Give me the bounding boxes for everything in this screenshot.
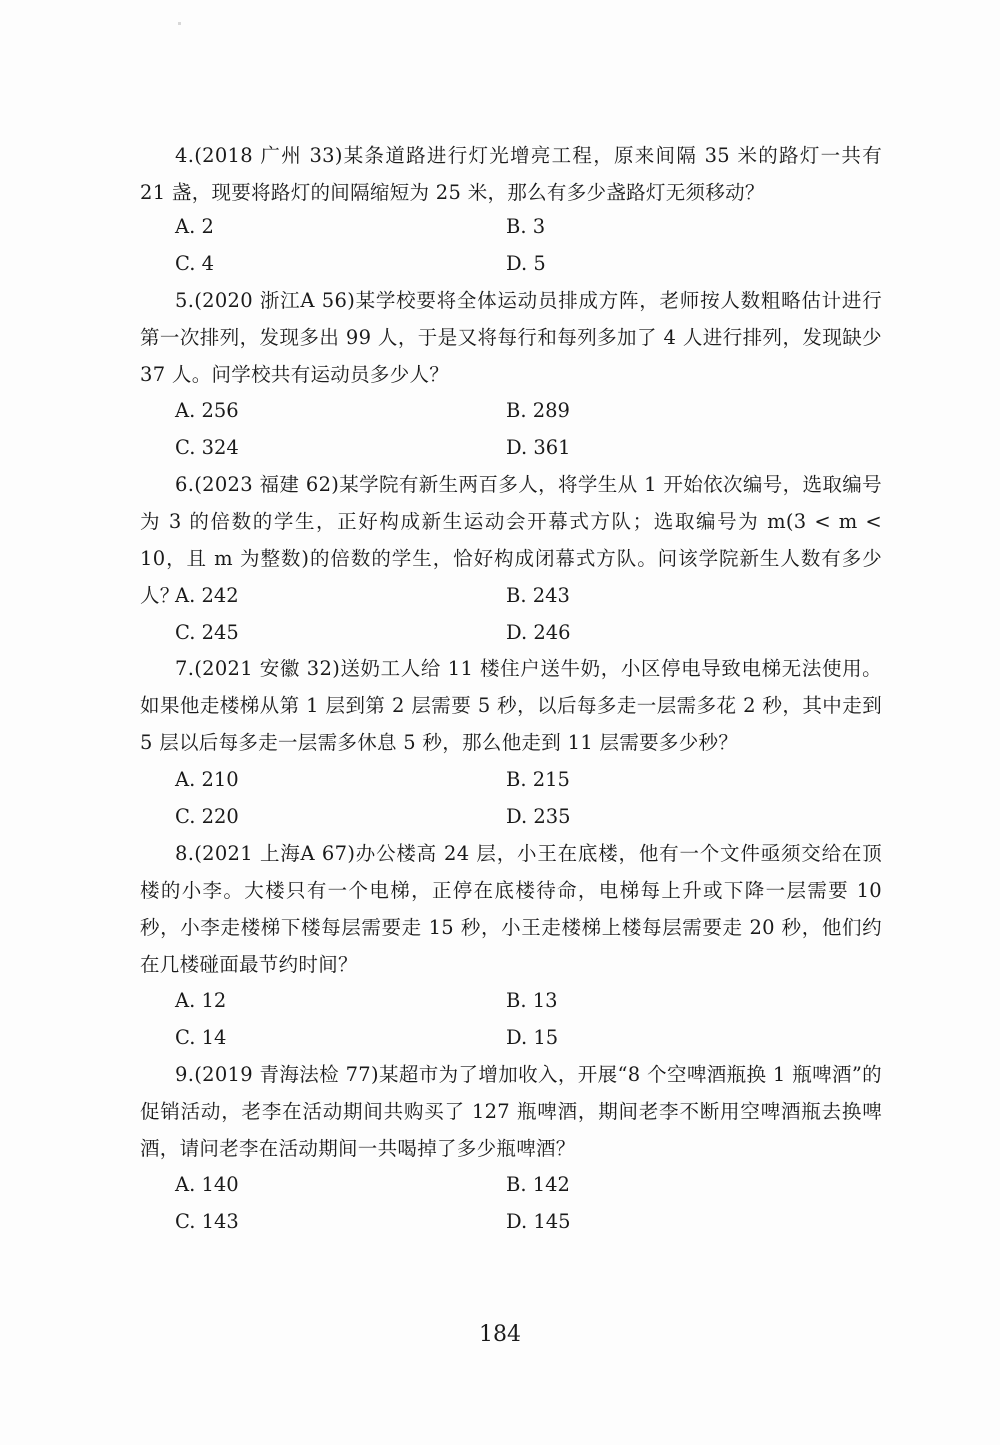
question-6-option-d: D. 246 xyxy=(506,621,571,644)
question-8-option-d: D. 15 xyxy=(506,1026,559,1049)
question-5 xyxy=(140,282,882,393)
question-8 xyxy=(140,835,882,983)
question-5-stem: 5.(2020 浙江A 56)某学校要将全体运动员排成方阵，老师按人数粗略估计进行第一次排列，发现多出 99 人，于是又将每行和每列多加了 4 人进行排列，发现缺少 37 人。问学校共有运动员多少人？ xyxy=(140,289,882,386)
question-7-option-d: D. 235 xyxy=(506,805,571,828)
question-9-option-b: B. 142 xyxy=(506,1173,570,1196)
question-8-option-c: C. 14 xyxy=(175,1026,227,1049)
question-4 xyxy=(140,137,882,211)
question-7 xyxy=(140,650,882,761)
question-9-option-a: A. 140 xyxy=(175,1173,239,1196)
question-5-option-d: D. 361 xyxy=(506,436,571,459)
question-7-option-b: B. 215 xyxy=(506,768,570,791)
question-4-option-a: A. 2 xyxy=(175,215,214,238)
question-6-option-a: A. 242 xyxy=(175,584,239,607)
question-9 xyxy=(140,1056,882,1167)
question-5-option-c: C. 324 xyxy=(175,436,239,459)
question-9-option-c: C. 143 xyxy=(175,1210,239,1233)
question-8-option-a: A. 12 xyxy=(175,989,227,1012)
page-number: 184 xyxy=(479,1322,521,1347)
question-9-option-d: D. 145 xyxy=(506,1210,571,1233)
question-9-stem: 9.(2019 青海法检 77)某超市为了增加收入，开展“8 个空啤酒瓶换 1 瓶啤酒”的促销活动，老李在活动期间共购买了 127 瓶啤酒，期间老李不断用空啤酒瓶去换啤酒，请问老李在活动期间一共喝掉了多少瓶啤酒？ xyxy=(140,1063,882,1160)
question-6-option-b: B. 243 xyxy=(506,584,570,607)
question-6-stem: 6.(2023 福建 62)某学院有新生两百多人，将学生从 1 开始依次编号，选取编号为 3 的倍数的学生，正好构成新生运动会开幕式方队；选取编号为 m(3 < m < 10，且 m 为整数)的倍数的学生，恰好构成闭幕式方队。问该学院新生人数有多少人？ xyxy=(140,473,882,607)
question-4-stem: 4.(2018 广州 33)某条道路进行灯光增亮工程，原来间隔 35 米的路灯一共有 21 盏，现要将路灯的间隔缩短为 25 米，那么有多少盏路灯无须移动？ xyxy=(140,144,882,204)
question-7-option-a: A. 210 xyxy=(175,768,239,791)
scan-speck xyxy=(178,22,181,25)
question-7-option-c: C. 220 xyxy=(175,805,239,828)
question-8-stem: 8.(2021 上海A 67)办公楼高 24 层，小王在底楼，他有一个文件亟须交给在顶楼的小李。大楼只有一个电梯，正停在底楼待命，电梯每上升或下降一层需要 10 秒，小李走楼梯下楼每层需要走 15 秒，小王走楼梯上楼每层需要走 20 秒，他们约在几楼碰面最节约时间？ xyxy=(140,842,882,976)
question-7-stem: 7.(2021 安徽 32)送奶工人给 11 楼住户送牛奶，小区停电导致电梯无法使用。如果他走楼梯从第 1 层到第 2 层需要 5 秒，以后每多走一层需多花 2 秒，其中走到 5 层以后每多走一层需多休息 5 秒，那么他走到 11 层需要多少秒？ xyxy=(140,657,882,754)
question-8-option-b: B. 13 xyxy=(506,989,558,1012)
question-4-option-d: D. 5 xyxy=(506,252,546,275)
question-6-option-c: C. 245 xyxy=(175,621,239,644)
question-4-option-c: C. 4 xyxy=(175,252,215,275)
question-4-option-b: B. 3 xyxy=(506,215,546,238)
question-5-option-a: A. 256 xyxy=(175,399,239,422)
question-5-option-b: B. 289 xyxy=(506,399,570,422)
